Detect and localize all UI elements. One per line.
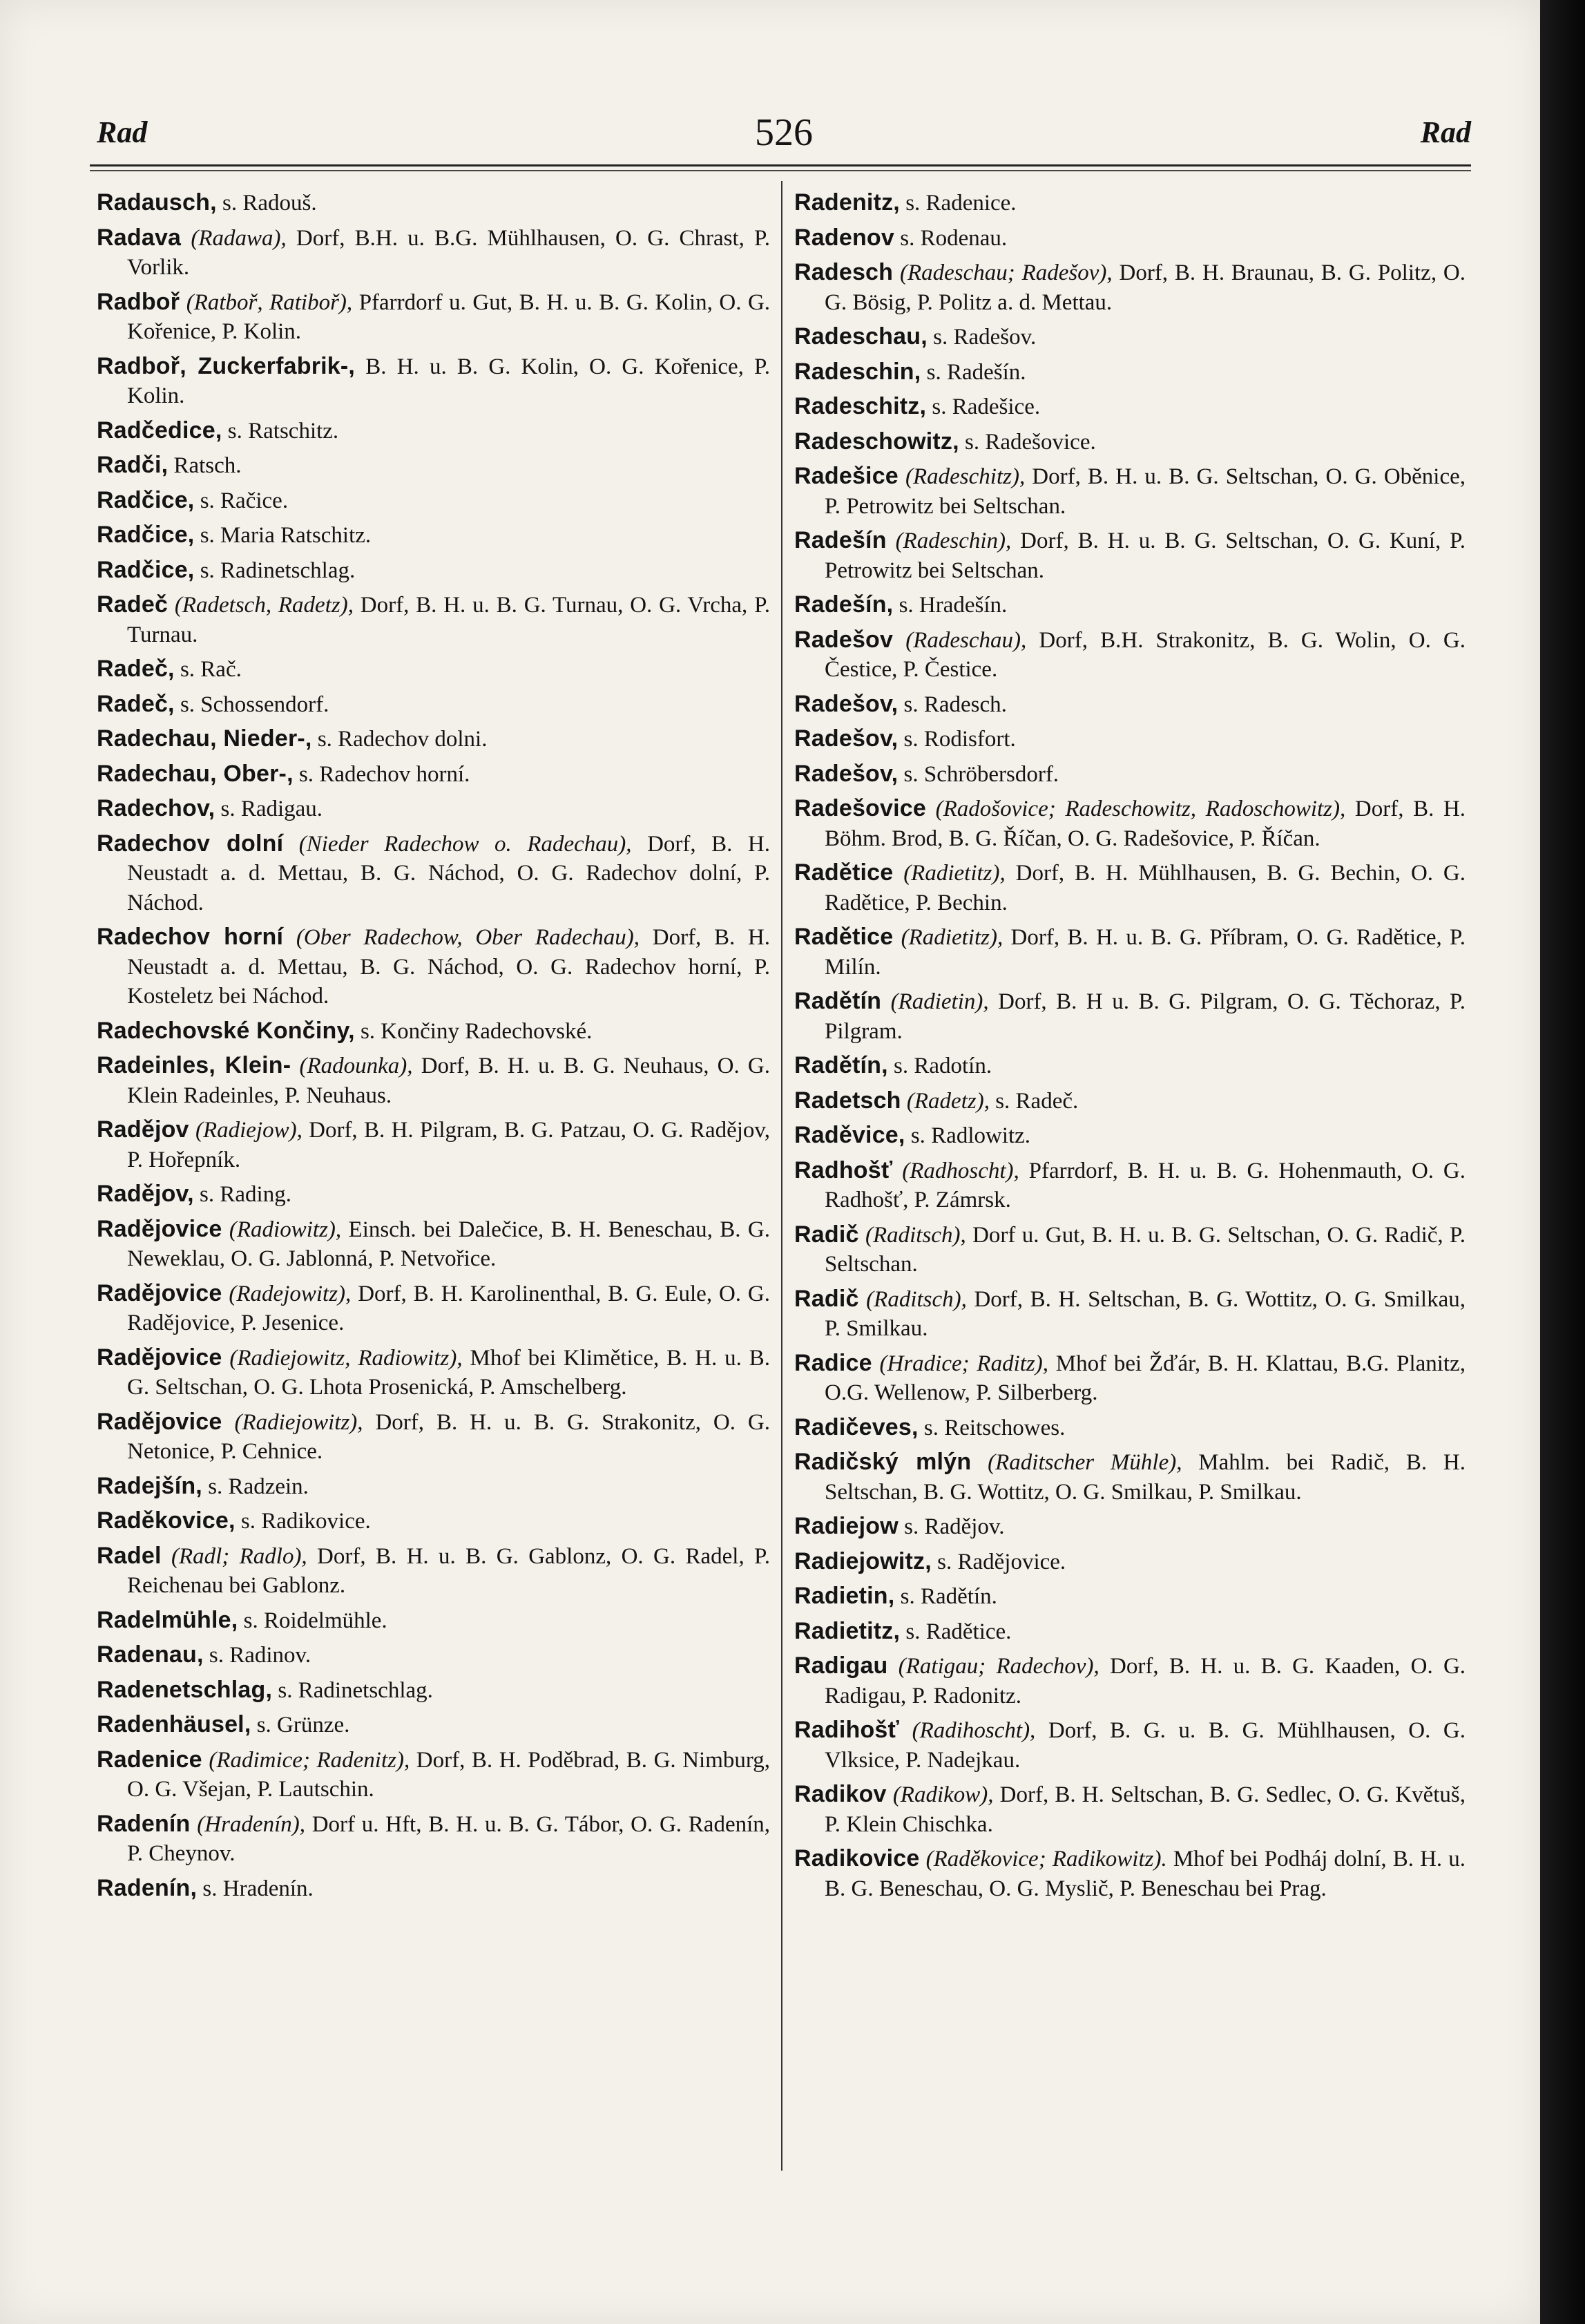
gazetteer-entry — [794, 724, 1466, 754]
entry-headword: Radenov — [794, 224, 894, 251]
gazetteer-entry — [794, 1051, 1466, 1081]
entry-headword: Radejšín, — [97, 1472, 202, 1499]
gazetteer-entry — [97, 1016, 770, 1047]
right-running-head: Rad — [1420, 115, 1471, 149]
gazetteer-entry — [794, 1156, 1466, 1215]
gazetteer-entry — [794, 322, 1466, 352]
entry-variant-names: (Radošovice; Radeschowitz, Radoschowitz), — [935, 797, 1346, 821]
entry-variant-names: (Radeschin), — [895, 528, 1012, 553]
gazetteer-entry — [97, 450, 770, 481]
gazetteer-entry — [794, 759, 1466, 790]
entry-headword: Radechov, — [97, 795, 215, 821]
entry-headword: Radeschowitz, — [794, 428, 959, 455]
entry-variant-names: (Radeschau), — [905, 627, 1027, 653]
left-column — [97, 188, 770, 2178]
entry-variant-names: (Nieder Radechow o. Radechau), — [298, 831, 632, 857]
entry-description: Mhof bei Žďár, B. H. Klattau, B.G. Planitz, O.G. Wellenow, P. Silberberg. — [825, 1351, 1466, 1405]
gazetteer-entry — [97, 1215, 770, 1274]
entry-description: s. Reitschowes. — [923, 1415, 1066, 1440]
gazetteer-entry — [794, 1581, 1466, 1612]
entry-description: s. Radouš. — [222, 191, 317, 216]
entry-variant-names: (Radimice; Radenitz), — [209, 1747, 410, 1773]
entry-description: B. H. u. B. G. Kolin, O. G. Kořenice, P. Kolin. — [127, 354, 770, 408]
entry-description: Dorf, B. H. u. B. G. Turnau, O. G. Vrcha, P. Turnau. — [127, 593, 770, 647]
entry-description: s. Radějovice. — [937, 1549, 1066, 1574]
entry-description: Dorf u. Hft, B. H. u. B. G. Tábor, O. G. Radenín, P. Cheynov. — [127, 1811, 770, 1866]
gazetteer-entry — [97, 188, 770, 218]
entry-headword: Radechov horní — [97, 924, 284, 950]
entry-description: s. Maria Ratschitz. — [200, 523, 372, 548]
gazetteer-entry — [97, 1809, 770, 1869]
entry-description: Dorf, B. H u. B. G. Pilgram, O. G. Těchoraz, P. Pilgram. — [825, 989, 1466, 1044]
entry-headword: Radietitz, — [794, 1617, 901, 1644]
entry-headword: Radějovice — [97, 1408, 222, 1435]
gazetteer-entry — [794, 922, 1466, 982]
gazetteer-entry — [97, 1051, 770, 1110]
gazetteer-entry — [794, 461, 1466, 521]
entry-headword: Radikov — [794, 1781, 887, 1807]
entry-variant-names: (Hradice; Raditz), — [879, 1351, 1048, 1376]
gazetteer-entry — [97, 1745, 770, 1804]
entry-headword: Radič — [794, 1221, 859, 1248]
gazetteer-entry — [97, 1471, 770, 1502]
entry-headword: Radětice — [794, 859, 894, 886]
page-number: 526 — [755, 111, 813, 154]
entry-headword: Radči, — [97, 452, 169, 478]
entry-description: Dorf, B.H. Strakonitz, B. G. Wolin, O. G. Čestice, P. Čestice. — [825, 627, 1466, 682]
entry-headword: Radeschin, — [794, 358, 921, 385]
entry-headword: Radešín — [794, 527, 887, 553]
entry-description: s. Radenice. — [905, 191, 1017, 216]
entry-description: Dorf, B. H. Neustadt a. d. Mettau, B. G. Náchod, O. G. Radechov horní, P. Kosteletz bei Náchod. — [127, 925, 770, 1009]
entry-headword: Radesch — [794, 259, 894, 285]
entry-description: s. Hradenín. — [202, 1876, 314, 1901]
entry-description: s. Rodenau. — [900, 225, 1008, 251]
entry-description: s. Radotín. — [893, 1054, 992, 1078]
gazetteer-entry — [97, 829, 770, 918]
gazetteer-entry — [794, 1447, 1466, 1507]
gazetteer-entry — [794, 1844, 1466, 1903]
entry-headword: Raděvice, — [794, 1122, 905, 1148]
entry-variant-names: (Ratboř, Ratiboř), — [186, 289, 353, 315]
entry-variant-names: (Radihoscht), — [912, 1718, 1036, 1743]
gazetteer-entry — [794, 258, 1466, 317]
gazetteer-entry — [97, 759, 770, 790]
entry-description: s. Radětín. — [900, 1584, 997, 1609]
entry-variant-names: (Raděkovice; Radikowitz). — [925, 1847, 1167, 1871]
entry-description: Dorf, B. H. u. B. G. Kaaden, O. G. Radigau, P. Radonitz. — [825, 1654, 1466, 1708]
gazetteer-entry — [794, 689, 1466, 720]
gazetteer-entry — [97, 1640, 770, 1670]
gazetteer-entry — [794, 1651, 1466, 1711]
entry-headword: Radenín, — [97, 1874, 198, 1901]
entry-headword: Radenhäusel, — [97, 1711, 251, 1737]
entry-description: Mhof bei Klimětice, B. H. u. B. G. Seltschan, O. G. Lhota Prosenická, P. Amschelberg. — [127, 1345, 770, 1400]
entry-headword: Raděkovice, — [97, 1507, 236, 1534]
entry-variant-names: (Raditsch), — [866, 1286, 967, 1312]
entry-headword: Radetsch — [794, 1087, 901, 1114]
entry-headword: Radenau, — [97, 1641, 204, 1668]
entry-variant-names: (Radiowitz), — [229, 1217, 342, 1242]
entry-variant-names: (Radietin), — [890, 989, 989, 1014]
entry-description: s. Radešín. — [926, 359, 1026, 385]
entry-variant-names: (Radounka), — [299, 1054, 413, 1078]
entry-description: Pfarrdorf u. Gut, B. H. u. B. G. Kolin, O. G. Kořenice, P. Kolin. — [127, 289, 770, 344]
entry-description: Dorf, B. H. Böhm. Brod, B. G. Říčan, O. G. Radešovice, P. Říčan. — [825, 797, 1466, 851]
entry-headword: Radhošť — [794, 1156, 893, 1183]
entry-variant-names: (Raditscher Mühle), — [988, 1450, 1182, 1475]
entry-headword: Radějov — [97, 1116, 189, 1143]
entry-description: Mhof bei Podháj dolní, B. H. u. B. G. Beneschau, O. G. Myslič, P. Beneschau bei Prag. — [825, 1847, 1466, 1901]
entry-variant-names: (Raditsch), — [865, 1222, 966, 1248]
entry-description: Einsch. bei Dalečice, B. H. Beneschau, B. G. Neweklau, O. G. Jablonná, P. Netvořice. — [127, 1217, 770, 1271]
entry-description: s. Radešovice. — [965, 429, 1096, 455]
entry-description: s. Radinov. — [209, 1643, 311, 1668]
scan-edge — [1540, 0, 1585, 2324]
entry-headword: Radiejowitz, — [794, 1547, 932, 1574]
entry-headword: Radějovice — [97, 1344, 222, 1371]
entry-description: s. Radechov horní. — [298, 761, 470, 787]
gazetteer-entry — [97, 555, 770, 586]
column-divider — [781, 181, 782, 2171]
entry-headword: Radčice, — [97, 486, 195, 513]
entry-headword: Radechov dolní — [97, 830, 284, 857]
gazetteer-entry — [97, 1407, 770, 1467]
entry-headword: Radechovské Končiny, — [97, 1017, 355, 1044]
entry-description: Dorf, B. H. Neustadt a. d. Mettau, B. G. Náchod, O. G. Radechov dolní, P. Náchod. — [127, 831, 770, 915]
entry-variant-names: (Ratigau; Radechov), — [898, 1654, 1099, 1679]
entry-headword: Radešov — [794, 626, 894, 653]
entry-headword: Radčedice, — [97, 417, 222, 444]
gazetteer-entry — [794, 1121, 1466, 1151]
entry-headword: Radenín — [97, 1810, 191, 1837]
gazetteer-entry — [97, 1874, 770, 1904]
entry-headword: Radboř — [97, 288, 180, 315]
gazetteer-entry — [97, 1506, 770, 1536]
entry-description: s. Roidelmühle. — [243, 1608, 387, 1633]
entry-description: s. Hradešín. — [899, 593, 1008, 618]
gazetteer-entry — [794, 590, 1466, 620]
entry-description: s. Radeč. — [995, 1088, 1079, 1114]
entry-headword: Radič — [794, 1285, 859, 1312]
gazetteer-entry — [794, 188, 1466, 218]
entry-description: s. Radinetschlag. — [278, 1677, 433, 1703]
gazetteer-entry — [794, 392, 1466, 422]
entry-description: Dorf, B. H. Poděbrad, B. G. Nimburg, O. G. Všejan, P. Lautschin. — [127, 1747, 770, 1802]
entry-description: s. Radětice. — [905, 1619, 1012, 1644]
entry-description: Dorf, B. H. u. B. G. Seltschan, O. G. Oběnice, P. Petrowitz bei Seltschan. — [825, 464, 1466, 519]
entry-description: Dorf, B. H. Seltschan, B. G. Wottitz, O. G. Smilkau, P. Smilkau. — [825, 1286, 1466, 1341]
entry-description: Dorf, B. H. u. B. G. Neuhaus, O. G. Klein Radeinles, P. Neuhaus. — [127, 1054, 770, 1108]
entry-description: s. Schröbersdorf. — [903, 761, 1059, 787]
entry-description: Dorf, B.H. u. B.G. Mühlhausen, O. G. Chrast, P. Vorlik. — [127, 225, 770, 280]
gazetteer-entry — [794, 987, 1466, 1046]
entry-description: s. Rodisfort. — [903, 727, 1016, 752]
gazetteer-entry — [794, 223, 1466, 254]
gazetteer-entry — [794, 1349, 1466, 1408]
gazetteer-entry — [97, 724, 770, 754]
gazetteer-entry — [97, 416, 770, 446]
entry-variant-names: (Radeschitz), — [905, 464, 1026, 489]
entry-description: Dorf, B. H. Karolinenthal, B. G. Eule, O. G. Radějovice, P. Jesenice. — [127, 1281, 770, 1335]
entry-description: s. Radešov. — [933, 325, 1037, 350]
gazetteer-entry — [97, 1279, 770, 1338]
entry-headword: Radeschitz, — [794, 393, 927, 419]
entry-description: Dorf, B. H. Pilgram, B. G. Patzau, O. G. Radějov, P. Hořepník. — [127, 1118, 770, 1172]
entry-description: s. Radinetschlag. — [200, 558, 356, 583]
gazetteer-entry — [794, 794, 1466, 853]
entry-description: Pfarrdorf, B. H. u. B. G. Hohenmauth, O. G. Radhošť, P. Zámrsk. — [825, 1158, 1466, 1212]
entry-description: Dorf, B. H. Mühlhausen, B. G. Bechin, O. G. Radětice, P. Bechin. — [825, 861, 1466, 915]
entry-headword: Radenetschlag, — [97, 1676, 273, 1703]
gazetteer-entry — [97, 520, 770, 551]
gazetteer-entry — [97, 794, 770, 824]
entry-variant-names: (Radiejow), — [195, 1118, 302, 1143]
gazetteer-entry — [97, 1606, 770, 1636]
entry-description: Dorf, B. H. Braunau, B. G. Politz, O. G. Bösig, P. Politz a. d. Mettau. — [825, 260, 1466, 315]
gazetteer-entry — [794, 1617, 1466, 1647]
entry-variant-names: (Radawa), — [191, 225, 287, 251]
entry-description: s. Radzein. — [208, 1474, 309, 1499]
gazetteer-entry — [97, 654, 770, 685]
entry-variant-names: (Radejowitz), — [229, 1281, 352, 1306]
entry-headword: Radausch, — [97, 189, 217, 216]
gazetteer-entry — [97, 1541, 770, 1601]
gazetteer-entry — [97, 1343, 770, 1402]
entry-headword: Radčice, — [97, 556, 195, 583]
gazetteer-entry — [97, 1710, 770, 1740]
entry-headword: Radenitz, — [794, 189, 900, 216]
entry-variant-names: (Radikow), — [892, 1782, 994, 1807]
entry-headword: Radešice — [794, 463, 899, 489]
entry-headword: Radikovice — [794, 1845, 920, 1871]
entry-description: s. Radesch. — [903, 692, 1007, 717]
entry-headword: Radboř, Zuckerfabrik-, — [97, 352, 356, 379]
entry-description: Dorf, B. H. u. B. G. Strakonitz, O. G. Netonice, P. Cehnice. — [127, 1409, 770, 1464]
gazetteer-entry — [97, 486, 770, 516]
entry-description: Ratsch. — [173, 453, 242, 478]
entry-variant-names: (Radietitz), — [901, 925, 1003, 950]
entry-description: Dorf u. Gut, B. H. u. B. G. Seltschan, O. G. Radič, P. Seltschan. — [825, 1222, 1466, 1277]
entry-headword: Radějov, — [97, 1181, 194, 1207]
header-rule — [90, 164, 1471, 166]
entry-headword: Radičský mlýn — [794, 1449, 972, 1475]
entry-description: Mahlm. bei Radič, B. H. Seltschan, B. G. Wottitz, O. G. Smilkau, P. Smilkau. — [825, 1450, 1466, 1505]
right-column — [794, 188, 1466, 2178]
entry-headword: Radeschau, — [794, 323, 928, 350]
gazetteer-entry — [794, 1220, 1466, 1279]
entry-variant-names: (Radietitz), — [903, 861, 1006, 886]
entry-variant-names: (Ober Radechow, Ober Radechau), — [296, 925, 640, 950]
entry-headword: Radenice — [97, 1746, 202, 1773]
entry-headword: Radietin, — [794, 1583, 895, 1609]
entry-headword: Radětín, — [794, 1052, 888, 1078]
gazetteer-entry — [794, 1780, 1466, 1839]
gazetteer-entry — [97, 1179, 770, 1210]
entry-description: s. Schossendorf. — [180, 692, 329, 717]
entry-description: s. Rading. — [200, 1182, 291, 1207]
entry-headword: Radeč — [97, 591, 169, 618]
entry-variant-names: (Radiejowitz, Radiowitz), — [229, 1345, 463, 1371]
entry-description: Dorf, B. H. u. B. G. Příbram, O. G. Radětice, P. Milín. — [825, 925, 1466, 980]
page-header — [97, 104, 1471, 159]
gazetteer-entry — [794, 357, 1466, 388]
entry-headword: Radihošť — [794, 1717, 900, 1743]
entry-headword: Radešov, — [794, 725, 899, 752]
entry-headword: Radechau, Nieder-, — [97, 725, 312, 752]
entry-variant-names: (Radiejowitz), — [234, 1409, 363, 1435]
entry-headword: Radigau — [794, 1652, 888, 1679]
gazetteer-entry — [794, 427, 1466, 457]
entry-headword: Radeč, — [97, 690, 175, 717]
entry-headword: Radičeves, — [794, 1413, 919, 1440]
entry-variant-names: (Radetz), — [906, 1088, 990, 1114]
gazetteer-entry — [97, 922, 770, 1011]
gazetteer-entry — [794, 1547, 1466, 1577]
gazetteer-entry — [794, 1512, 1466, 1542]
entry-description: Dorf, B. H. u. B. G. Seltschan, O. G. Kuní, P. Petrowitz bei Seltschan. — [825, 528, 1466, 583]
entry-description: s. Končiny Radechovské. — [360, 1018, 593, 1044]
entry-headword: Radějovice — [97, 1215, 222, 1242]
entry-variant-names: (Hradenín), — [197, 1811, 305, 1837]
entry-variant-names: (Radl; Radlo), — [171, 1543, 307, 1569]
entry-variant-names: (Radhoscht), — [902, 1158, 1019, 1183]
entry-description: Dorf, B. G. u. B. G. Mühlhausen, O. G. Vlksice, P. Nadejkau. — [825, 1718, 1466, 1773]
gazetteer-entry — [97, 223, 770, 283]
entry-description: s. Radikovice. — [240, 1509, 371, 1534]
entry-description: s. Grünze. — [256, 1713, 350, 1737]
gazetteer-entry — [97, 1115, 770, 1174]
gazetteer-entry — [97, 689, 770, 720]
gazetteer-entry — [97, 590, 770, 649]
entry-variant-names: (Radeschau; Radešov), — [899, 260, 1113, 285]
entry-description: s. Rač. — [180, 657, 242, 682]
entry-headword: Radava — [97, 224, 182, 251]
entry-description: s. Radešice. — [932, 394, 1041, 419]
entry-headword: Radějovice — [97, 1279, 222, 1306]
gazetteer-entry — [97, 287, 770, 347]
entry-variant-names: (Radetsch, Radetz), — [174, 593, 354, 618]
entry-headword: Radice — [794, 1349, 872, 1376]
entry-headword: Radiejow — [794, 1513, 899, 1539]
entry-headword: Radětín — [794, 988, 882, 1014]
entry-headword: Radel — [97, 1542, 162, 1569]
entry-headword: Radešov, — [794, 690, 899, 717]
entry-headword: Radětice — [794, 924, 894, 950]
entry-headword: Radčice, — [97, 522, 195, 548]
left-running-head: Rad — [97, 115, 148, 149]
entry-description: s. Radějov. — [904, 1514, 1005, 1539]
entry-headword: Radeinles, Klein- — [97, 1052, 291, 1078]
entry-headword: Radešov, — [794, 760, 899, 787]
entry-description: Dorf, B. H. Seltschan, B. G. Sedlec, O. G. Květuš, P. Klein Chischka. — [825, 1782, 1466, 1837]
gazetteer-entry — [97, 352, 770, 411]
entry-description: s. Radlowitz. — [910, 1123, 1031, 1148]
gazetteer-entry — [794, 858, 1466, 917]
gazetteer-entry — [794, 625, 1466, 685]
gazetteer-entry — [794, 1086, 1466, 1116]
header-rule-secondary — [90, 170, 1471, 171]
entry-description: s. Radechov dolni. — [317, 727, 488, 752]
gazetteer-entry — [794, 1413, 1466, 1443]
gazetteer-entry — [794, 1284, 1466, 1344]
entry-headword: Radešín, — [794, 591, 894, 618]
entry-description: s. Radigau. — [220, 797, 323, 821]
gazetteer-entry — [97, 1675, 770, 1706]
entry-headword: Radeč, — [97, 656, 175, 682]
gazetteer-entry — [794, 526, 1466, 585]
entry-headword: Radelmühle, — [97, 1606, 238, 1633]
entry-headword: Radechau, Ober-, — [97, 760, 294, 787]
entry-description: Dorf, B. H. u. B. G. Gablonz, O. G. Radel, P. Reichenau bei Gablonz. — [127, 1543, 770, 1598]
entry-description: s. Račice. — [200, 488, 289, 513]
entry-headword: Radešovice — [794, 795, 926, 821]
entry-description: s. Ratschitz. — [227, 418, 339, 444]
gazetteer-entry — [794, 1715, 1466, 1775]
